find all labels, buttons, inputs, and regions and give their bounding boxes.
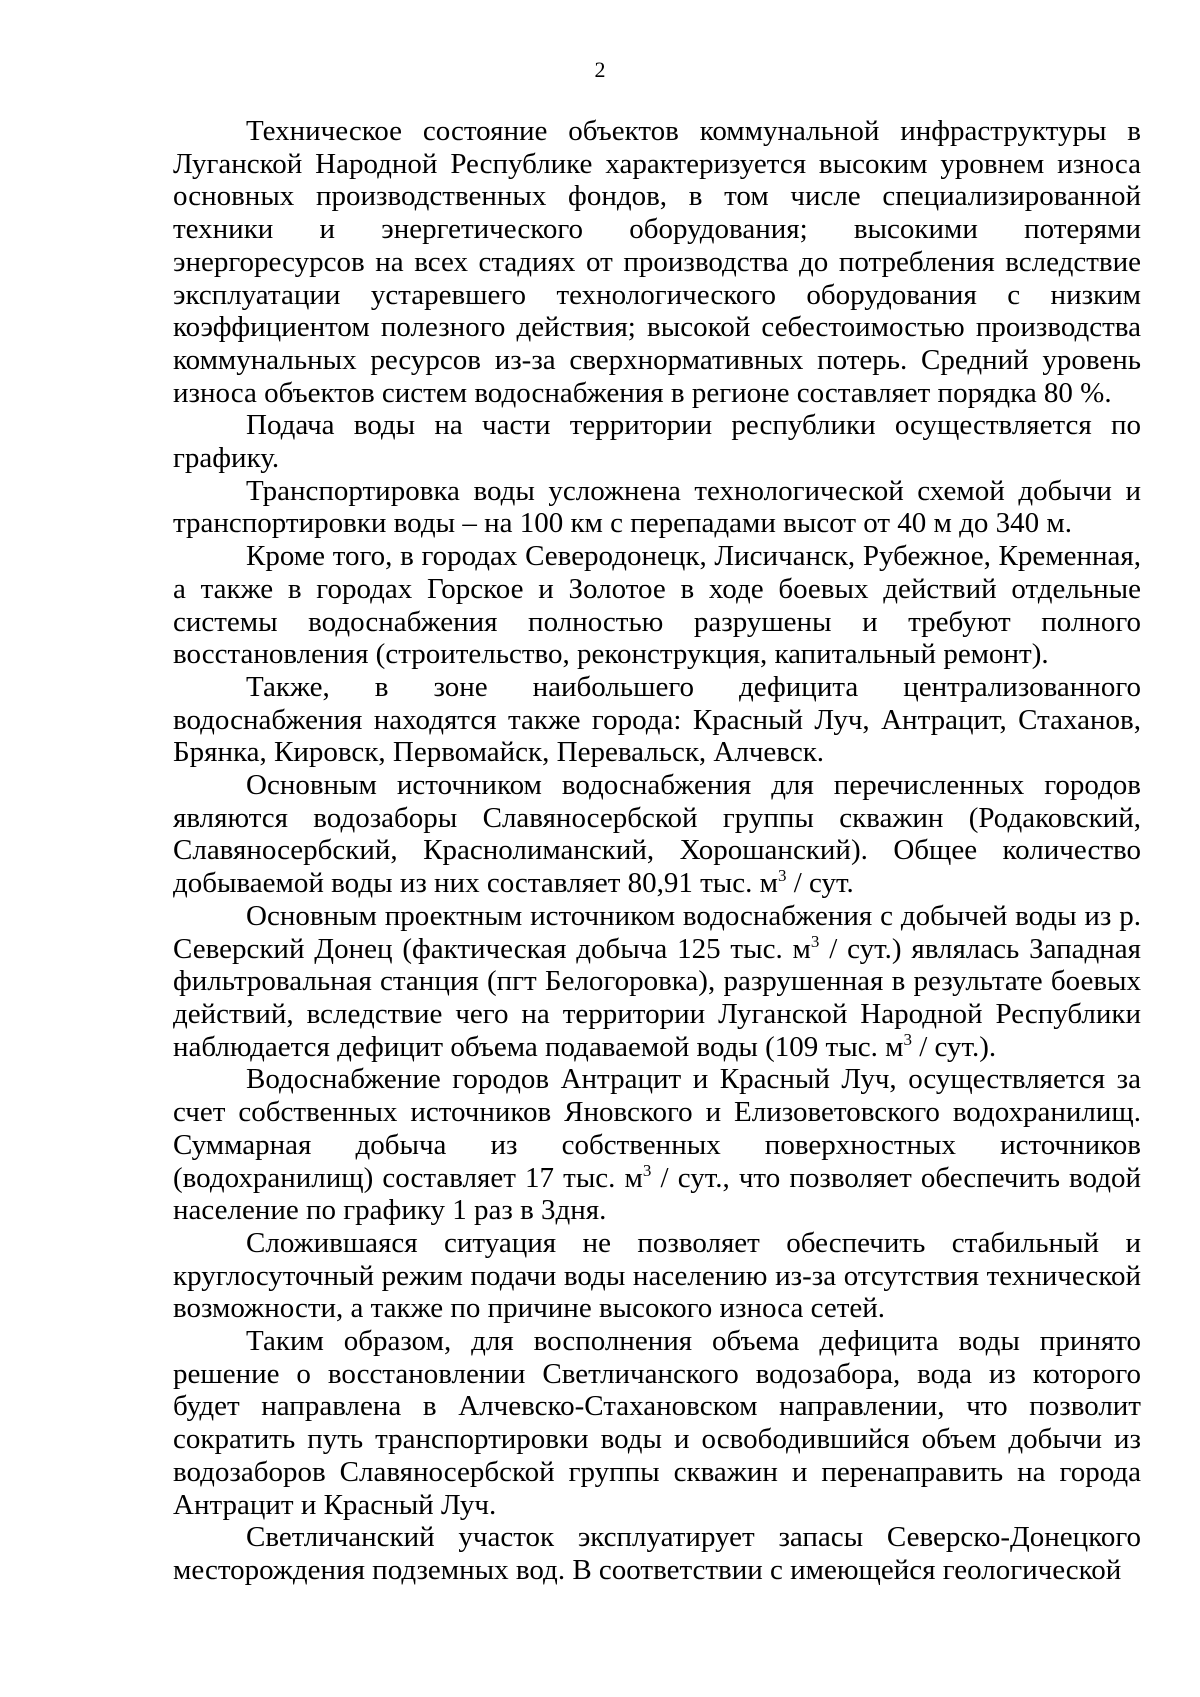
paragraph-text: Основным источником водоснабжения для перечисленных городов являются водозаборы Славяносербской группы скважин (Родаковский, Славяносербский, Краснолиманский, Хорошанский). Общее количество добываемой воды из них составляет 80,91 тыс. м — [173, 769, 1141, 900]
paragraph-design-source — [173, 900, 1141, 1064]
paragraph-decision: Таким образом, для восполнения объема дефицита воды принято решение о восстановлении Светличанского водозабора, вода из которого будет направлена в Алчевско-Стахановском направлении, что позволит сократить путь транспортировки воды и освободившийся объем добычи из водозаборов Славяносербской группы скважин и перенаправить на города Антрацит и Красный Луч. — [173, 1325, 1141, 1521]
paragraph-text: Основным проектным источником водоснабжения с добычей воды из р. Северский Донец (фактическая добыча 125 тыс. м — [173, 899, 1141, 965]
paragraph-destroyed-systems: Кроме того, в городах Северодонецк, Лисичанск, Рубежное, Кременная, а также в городах Горское и Золотое в ходе боевых действий отдельные системы водоснабжения полностью разрушены и требуют полного восстановления (строительство, реконструкция, капитальный ремонт). — [173, 540, 1141, 671]
document-body — [173, 115, 1141, 1587]
paragraph-deficit-zone: Также, в зоне наибольшего дефицита централизованного водоснабжения находятся также города: Красный Луч, Антрацит, Стаханов, Брянка, Кировск, Первомайск, Перевальск, Алчевск. — [173, 670, 1141, 769]
superscript: 3 — [642, 1160, 652, 1180]
page-number: 2 — [594, 57, 606, 82]
superscript: 3 — [903, 1029, 912, 1049]
paragraph-infrastructure-condition: Техническое состояние объектов коммунальной инфраструктуры в Луганской Народной Республике характеризуется высоким уровнем износа основных производственных фондов, в том числе специализированной техники и энергетического оборудования; высокими потерями энергоресурсов на всех стадиях от производства до потребления вследствие эксплуатации устаревшего технологического оборудования с низким коэффициентом полезного действия; высокой себестоимостью производства коммунальных ресурсов из-за сверхнормативных потерь. Средний уровень износа объектов систем водоснабжения в регионе составляет порядка 80 %. — [173, 115, 1141, 409]
paragraph-current-situation: Сложившаяся ситуация не позволяет обеспечить стабильный и круглосуточный режим подачи воды населению из-за отсутствия технической возможности, а также по причине высокого износа сетей. — [173, 1226, 1141, 1325]
paragraph-text: / сут.). — [911, 1030, 997, 1063]
paragraph-text: Водоснабжение городов Антрацит и Красный Луч, осуществляется за счет собственных источников Яновского и Елизоветовского водохранилищ. Суммарная добыча из собственных поверхностных источников (водохранилищ) составляет 17 тыс. м — [173, 1063, 1141, 1194]
paragraph-text: / сут. — [786, 867, 854, 900]
superscript: 3 — [778, 866, 787, 886]
paragraph-text: / сут.) являлась Западная фильтровальная станция (пгт Белогоровка), разрушенная в результате боевых действий, вследствие чего на территории Луганской Народной Республики наблюдается дефицит объема подаваемой воды (109 тыс. м — [173, 932, 1141, 1063]
paragraph-water-supply-schedule: Подача воды на части территории республики осуществляется по графику. — [173, 409, 1141, 475]
paragraph-main-source — [173, 769, 1141, 900]
paragraph-antratsit-supply — [173, 1063, 1141, 1227]
paragraph-text: / сут., что позволяет обеспечить водой население по графику 1 раз в 3дня. — [173, 1161, 1141, 1227]
paragraph-svetlichansky-site: Светличанский участок эксплуатирует запасы Северско-Донецкого месторождения подземных вод. В соответствии с имеющейся геологической — [173, 1521, 1141, 1586]
paragraph-water-transportation: Транспортировка воды усложнена технологической схемой добычи и транспортировки воды – на 100 км с перепадами высот от 40 м до 340 м. — [173, 474, 1141, 540]
superscript: 3 — [810, 931, 820, 951]
